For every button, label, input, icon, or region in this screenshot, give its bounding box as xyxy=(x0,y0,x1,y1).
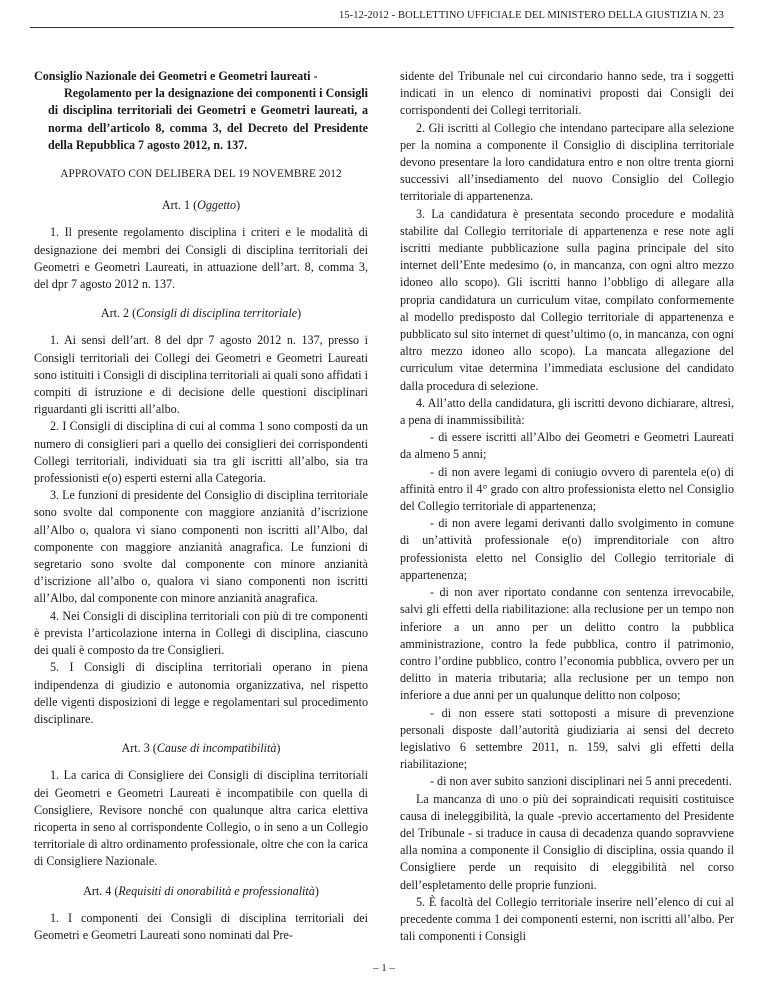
article-4-para-1: 1. I componenti dei Consigli di disciplina territoriali dei Geometri e Geometri Laureati sono nominati dal Pre- xyxy=(34,910,368,942)
article-3-num: Art. 3 ( xyxy=(121,741,157,756)
requirement-item: - di non aver subito sanzioni disciplinari nei 5 anni precedenti. xyxy=(430,774,732,789)
article-3-name: Cause di incompatibilità xyxy=(156,741,277,756)
article-4-close: ) xyxy=(314,883,319,898)
left-column xyxy=(34,68,368,944)
title-line1: Consiglio Nazionale dei Geometri e Geometri laureati - xyxy=(34,69,318,83)
article-3-para-1: 1. La carica di Consigliere dei Consigli di disciplina territoriali dei Geometri e Geometri Laureati è incompatibile con quella di Consigliere, Revisore nonché con qualunque altra carica elettiva ricoperta in seno al corrispondente Collegio, o in seno a un Collegio territoriale di altro ordinamento professionale, oltre che con la carica di Consigliere Nazionale. xyxy=(34,768,368,869)
article-1-para-1: 1. Il presente regolamento disciplina i criteri e le modalità di designazione dei membri dei Consigli di disciplina territoriali dei Geometri e Geometri Laureati, in attuazione dell’art. 8, comma 3, del dpr 7 agosto 2012 n. 137. xyxy=(34,225,368,292)
requirement-item: - di non avere legami derivanti dallo svolgimento in comune di un’attività professionale e(o) imprenditoriale con altro professionista eletto nel Consiglio del Collegio territoriale di appartenenza; xyxy=(400,516,734,582)
page-header: 15-12-2012 - BOLLETTINO UFFICIALE DEL MINISTERO DELLA GIUSTIZIA N. 23 xyxy=(338,10,724,21)
article-2-para-2: 2. I Consigli di disciplina di cui al comma 1 sono composti da un numero di consiglieri pari a quello dei consiglieri dei corrispondenti Collegi territoriali, individuati sia tra gli iscritti all’albo, sia tra professionisti e(o) esperti esterni alla Categoria. xyxy=(34,419,368,486)
article-1-name: Oggetto xyxy=(197,198,237,213)
article-2-para-5: 5. I Consigli di disciplina territoriali operano in piena indipendenza di giudizio e autonomia organizzativa, nel rispetto delle vigenti disposizioni di legge e regolamentari sul procedimento disciplinare. xyxy=(34,660,368,726)
requirement-item: - di non aver riportato condanne con sentenza irrevocabile, salvi gli effetti della riabilitazione: alla reclusione per un tempo non inferiore a un anno per un delitto contro la pubblica amministrazione, contro la fede pubblica, contro il patrimonio, contro l’ordine pubblico, contro l’economia pubblica, ovvero per un delitto in materia tributaria; alla reclusione per un tempo non inferiore a due anni per un qualunque delitto non colposo; xyxy=(400,585,734,703)
article-2-para-1: 1. Ai sensi dell’art. 8 del dpr 7 agosto 2012 n. 137, presso i Consigli territoriali dei Collegi dei Geometri e Geometri Laureati sono istituiti i Consigli di disciplina territoriali ai quali sono affidati i compiti di istruzione e di decisione delle questioni disciplinari riguardanti gli iscritti all’albo. xyxy=(34,333,369,417)
article-2-para-3: 3. Le funzioni di presidente del Consiglio di disciplina territoriale sono svolte dal componente con maggiore anzianità d’iscrizione all’Albo o, qualora vi siano componenti non iscritti all’Albo, dal componente con maggiore anzianità anagrafica. Le funzioni di segretario sono svolte dal componente con minore anzianità d’iscrizione all’albo o, qualora vi siano componenti non iscritti all’Albo, dal componente con minore anzianità anagrafica. xyxy=(34,488,368,606)
article-4-para-1-continued: sidente del Tribunale nel cui circondario hanno sede, tra i soggetti indicati in un elenco di nominativi proposti dai Consigli dei corrispondenti dei Collegi territoriali. xyxy=(400,69,734,118)
article-2-close: ) xyxy=(297,306,302,321)
page-number: – 1 – xyxy=(373,962,395,974)
article-1-close: ) xyxy=(236,198,241,213)
article-2-heading xyxy=(34,305,368,322)
article-2-name: Consigli di disciplina territoriale xyxy=(136,306,298,321)
requirement-item: - di non avere legami di coniugio ovvero di parentela e(o) di affinità entro il 4° grado con altro professionista eletto nel Consiglio del Collegio territoriale di appartenenza; xyxy=(400,464,734,514)
approval-line: APPROVATO CON DELIBERA DEL 19 NOVEMBRE 2012 xyxy=(60,168,342,181)
ineligibility-paragraph: La mancanza di uno o più dei sopraindicati requisiti costituisce causa di ineleggibilità, la quale -previo accertamento del Presidente del Tribunale - si traduce in causa di decadenza quando sopravviene alla nomina a componente il Consiglio di disciplina, ossia quando il Consigliere perde un requisito di eleggibilità nel corso dell’espletamento delle proprie funzioni. xyxy=(400,791,734,892)
article-3-close: ) xyxy=(276,741,281,756)
requirement-item: - di essere iscritti all’Albo dei Geometri e Geometri Laureati da almeno 5 anni; xyxy=(400,430,734,462)
article-4-num: Art. 4 ( xyxy=(83,883,119,898)
article-4-para-2: 2. Gli iscritti al Collegio che intendano partecipare alla selezione per la nomina a componente il Consiglio di disciplina territoriale devono presentare la loro candidatura entro e non oltre trenta giorni successivi all’insediamento del nuovo Consiglio del Collegio territoriale di appartenenza. xyxy=(400,120,734,204)
article-4-para-3: 3. La candidatura è presentata secondo procedure e modalità stabilite dal Collegio territoriale di appartenenza e rese note agli iscritti mediante pubblicazione sulla pagina principale del sito internet dell’Ente medesimo (o, in mancanza, con ogni altro mezzo idoneo allo scopo). Gli iscritti hanno l’obbligo di allegare alla propria candidatura un curriculum vitae, compilato conformemente al modello predisposto dal Collegio territoriale di appartenenza e pubblicato sul sito internet di quest’ultimo (o, in mancanza, con ogni altro mezzo idoneo allo scopo). La mancata allegazione del curriculum vitae determina l’immediata esclusione del candidato dalla procedura di selezione. xyxy=(400,206,734,393)
document-title xyxy=(34,68,368,154)
article-1-num: Art. 1 ( xyxy=(161,198,198,213)
article-4-heading xyxy=(34,883,368,900)
article-4-para-5: 5. È facoltà del Collegio territoriale inserire nell’elenco di cui al precedente comma 1 dei componenti esterni, non iscritti all’albo. Per tali componenti i Consigli xyxy=(400,894,734,944)
article-2-para-4: 4. Nei Consigli di disciplina territoriali con più di tre componenti è prevista l’articolazione interna in Collegi di disciplina, ciascuno dei quali è composto da tre Consiglieri. xyxy=(34,608,368,658)
header-rule xyxy=(30,27,734,28)
requirement-item: - di non essere stati sottoposti a misure di prevenzione personali disposte dall’autorità giudiziaria ai sensi del decreto legislativo 6 settembre 2011, n. 159, salvi gli effetti della riabilitazione; xyxy=(400,705,734,772)
article-4-para-4: 4. All’atto della candidatura, gli iscritti devono dichiarare, altresì, a pena di inammissibilità: xyxy=(400,395,734,428)
right-column xyxy=(400,68,734,945)
title-rest: Regolamento per la designazione dei componenti i Consigli di disciplina territoriali dei Geometri e Geometri laureati, a norma dell’articolo 8, comma 3, del Decreto del Presidente della Repubblica 7 agosto 2012, n. 137. xyxy=(48,86,368,152)
article-1-heading xyxy=(34,197,368,214)
article-2-num: Art. 2 ( xyxy=(100,306,137,321)
article-4-name: Requisiti di onorabilità e professionalità xyxy=(118,883,315,898)
article-3-heading xyxy=(34,740,368,757)
